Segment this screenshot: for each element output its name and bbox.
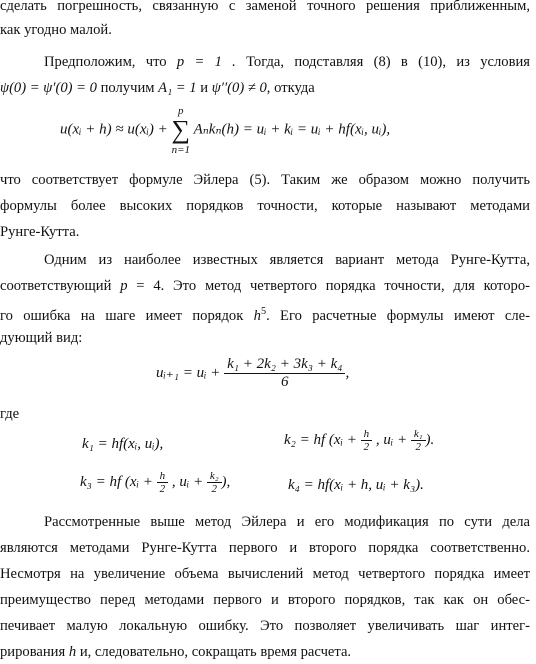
math-inline: p = 1 . (176, 54, 236, 70)
text-line-11: дующий вид: (0, 330, 83, 346)
fraction (411, 428, 426, 453)
math-inline: h (68, 644, 77, 660)
text-line-15: Несмотря на увеличение объема вычислений метод четвертого порядка имеет (0, 566, 530, 582)
text-fragment: го ошибка на шаге имеет порядок (0, 307, 244, 324)
text-fragment: Предположим, что (44, 54, 167, 70)
math-inline: ψ′′(0) ≠ 0 (211, 80, 267, 96)
fraction-denominator: 2 (159, 483, 166, 495)
fraction-numerator: k₁ + 2k₂ + 3k₃ + k₄ (224, 356, 345, 374)
equation-part: ). (425, 431, 435, 448)
fraction-numerator: h (361, 428, 373, 441)
fraction (207, 470, 222, 495)
equation-part: (xᵢ + (124, 473, 153, 490)
sum-upper-limit: p (178, 105, 184, 117)
fraction-denominator: 2 (211, 483, 217, 495)
math-inline: p (120, 278, 128, 294)
text-fragment: и, следовательно, сокращать время расчета. (79, 644, 352, 660)
equation-lhs: k₃ = hf (80, 473, 122, 490)
equation-rhs: Aₙkₙ(h) = uᵢ + kᵢ = uᵢ + hf(xᵢ, uᵢ), (193, 121, 391, 138)
text-line-17: печивает малую локальную ошибку. Это позволяет увеличивать шаг интег- (0, 618, 530, 634)
text-line-6: формулы более высоких порядков точности, которые называют методами (0, 198, 530, 214)
equation-rk4-update (156, 356, 349, 391)
equation-k1: k₁ = hf(xᵢ, uᵢ), (82, 436, 164, 452)
fraction (157, 470, 169, 495)
fraction-numerator: k₂ (207, 470, 222, 483)
math-inline: ψ(0) = ψ′(0) = 0 (0, 80, 97, 96)
text-fragment: и (200, 80, 209, 96)
text-line-8: Одним из наиболее известных является вариант метода Рунге-Кутта, (44, 252, 530, 268)
text-line-13: Рассмотренные выше метод Эйлера и его модификация по сути дела (44, 514, 530, 530)
text-fragment: = 4. Это метод четвертого порядка точности, для которо- (136, 278, 530, 294)
equation-part: (xᵢ + (328, 431, 357, 448)
text-fragment: Тогда, подставляя (8) в (10), из условия (246, 54, 530, 70)
text-line-12: где (0, 406, 20, 422)
text-fragment: . Его расчетные формулы имеют сле- (266, 307, 530, 324)
sum-lower-limit: n=1 (171, 144, 191, 156)
summation-operator (172, 104, 191, 156)
fraction (361, 428, 373, 453)
sum-symbol: ∑ (171, 115, 191, 144)
text-fragment: соответствующий (0, 278, 112, 294)
text-line-9 (0, 276, 530, 296)
equation-k2 (284, 428, 434, 453)
equation-tail: , (345, 364, 350, 381)
text-line-7: Рунге-Кутта. (0, 224, 80, 240)
text-line-3 (0, 52, 530, 72)
text-line-1: сделать погрешность, связанную с заменой точного решения приближенным, (0, 0, 530, 14)
fraction (224, 356, 345, 391)
fraction-numerator: k₁ (411, 428, 426, 441)
fraction-numerator: h (157, 470, 169, 483)
math-inline: A₁ = 1 (158, 80, 197, 96)
text-line-14: являются методами Рунге-Кутта первого и второго порядка соответственно. (0, 540, 530, 556)
equation-part: ), (221, 473, 231, 490)
text-line-4 (0, 78, 530, 98)
equation-part: , uᵢ + (171, 473, 204, 490)
equation-lhs: k₂ = hf (284, 431, 326, 448)
text-line-16: преимущество перед методами первого и второго порядков, так как он обес- (0, 592, 530, 608)
text-line-2: как угодно малой. (0, 22, 112, 38)
text-fragment: получим (100, 80, 155, 96)
math-superscript: 5 (260, 306, 267, 317)
text-line-18 (0, 642, 530, 662)
math-inline: h (253, 307, 261, 324)
text-line-10 (0, 302, 530, 326)
text-line-5: что соответствует формуле Эйлера (5). Таким же образом можно получить (0, 172, 530, 188)
text-fragment: , откуда (266, 80, 315, 96)
fraction-denominator: 2 (363, 441, 370, 453)
equation-part: , uᵢ + (375, 431, 408, 448)
equation-k3 (80, 470, 230, 495)
equation-k4: k₄ = hf(xᵢ + h, uᵢ + k₃). (288, 477, 424, 493)
text-fragment: рирования (0, 644, 66, 660)
fraction-denominator: 2 (415, 441, 421, 453)
equation-lhs: u(xᵢ + h) ≈ u(xᵢ) + (60, 121, 168, 138)
equation-lhs: uᵢ₊₁ = uᵢ + (156, 364, 221, 381)
fraction-denominator: 6 (281, 374, 289, 390)
equation-euler (60, 104, 390, 156)
